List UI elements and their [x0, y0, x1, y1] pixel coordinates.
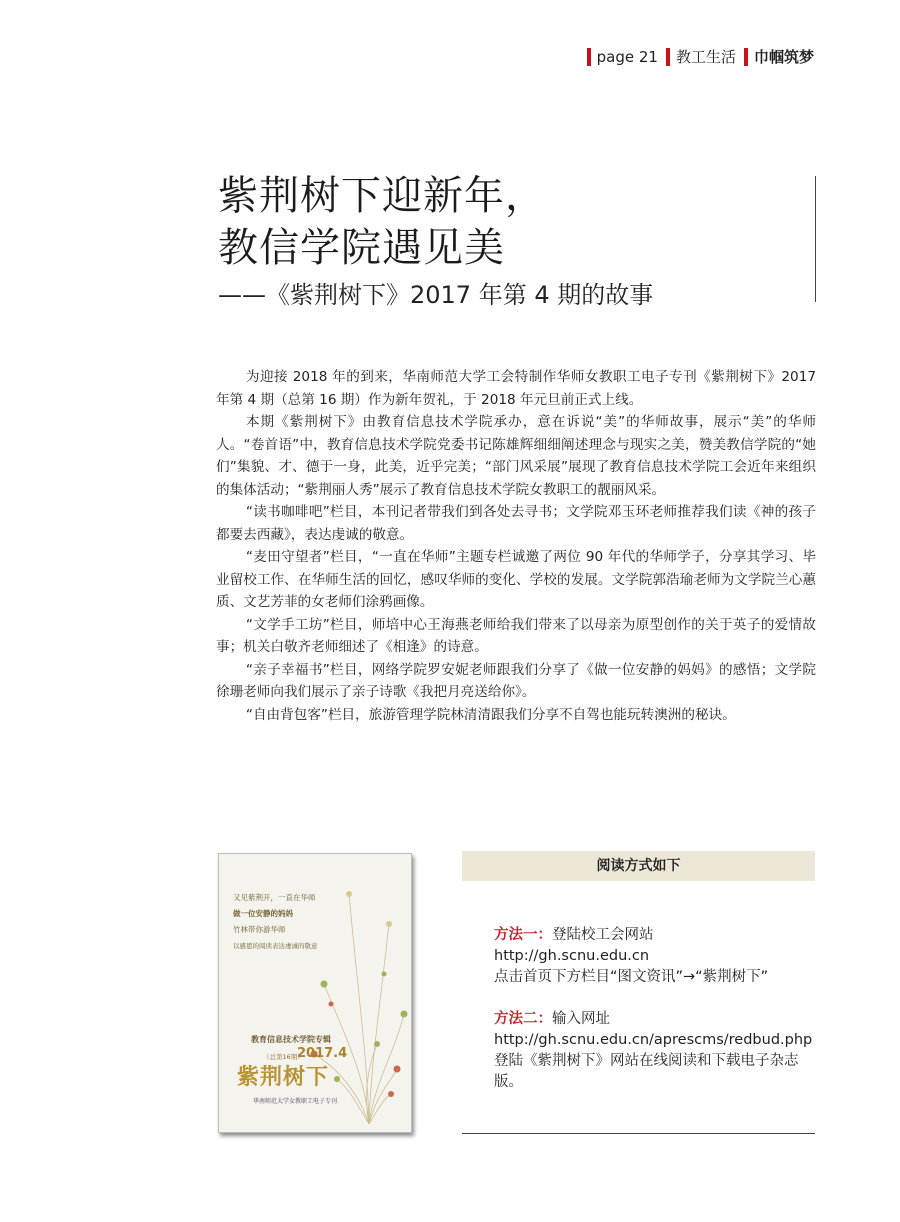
cover-line-4: 以感恩的阅读表达虔诚的敬意	[233, 942, 318, 950]
cover-line-2: 做一位安静的妈妈	[233, 909, 293, 918]
method-1-desc: 点击首页下方栏目“图文资讯”→“紫荆树下”	[494, 969, 769, 985]
page-header	[587, 46, 814, 67]
cover-publisher: 华南师范大学女教职工电子专刊	[253, 1098, 338, 1105]
cover-issue: （总第16期）	[263, 1053, 304, 1061]
title-line-1: 紫荆树下迎新年，	[218, 173, 546, 219]
cover-college: 教育信息技术学院专辑	[251, 1035, 331, 1044]
cover-date: 2017.4	[297, 1046, 348, 1061]
cover-line-1: 又见紫荆开，一直在华师	[233, 893, 316, 902]
article-title	[218, 170, 808, 312]
header-bar	[587, 48, 591, 66]
title-line-2: 教信学院遇见美	[218, 225, 505, 271]
paragraph: “麦田守望者”栏目，“一直在华师”主题专栏诚邀了两位 90 年代的华师学子，分享其学习、毕业留校工作、在华师生活的回忆，感叹华师的变化、学校的发展。文学院郭浩瑜老师为文学院兰心蕙质、文艺芳菲的女老师们涂鸦画像。	[216, 549, 816, 610]
cover-line-3: 竹林带你游华师	[233, 925, 286, 934]
article-body	[216, 366, 816, 726]
method-2	[494, 1009, 813, 1051]
paragraph: “自由背包客”栏目，旅游管理学院林清清跟我们分享不自驾也能玩转澳洲的秘诀。	[245, 706, 736, 723]
method-2-desc: 登陆《紫荆树下》网站在线阅读和下载电子杂志版。	[494, 1053, 799, 1090]
paragraph: “读书咖啡吧”栏目，本刊记者带我们到各处去寻书；文学院邓玉环老师推荐我们读《神的孩子都要去西藏》，表达虔诚的敬意。	[216, 504, 816, 543]
reading-methods	[494, 925, 813, 1093]
cover-magazine-name: 紫荆树下	[237, 1065, 330, 1090]
paragraph: 本期《紫荆树下》由教育信息技术学院承办，意在诉说“美”的华师故事，展示“美”的华师人。“卷首语”中，教育信息技术学院党委书记陈雄辉细细阐述理念与现实之美，赞美教信学院的“她们”集貌、才、德于一身，此美，近乎完美；“部门风采展”展现了教育信息技术学院工会近年来组织的集体活动；“紫荆丽人秀”展示了教育信息技术学院女教职工的靓丽风采。	[216, 414, 816, 498]
header-bar	[744, 48, 748, 66]
page-number: page 21	[596, 47, 658, 66]
reading-methods-heading: 阅读方式如下	[462, 851, 815, 881]
article-subtitle: ——《紫荆树下》2017 年第 4 期的故事	[218, 281, 654, 309]
section-label: 教工生活	[675, 48, 736, 66]
paragraph: 为迎接 2018 年的到来，华南师范大学工会特制作华师女教职工电子专刊《紫荆树下》2017 年第 4 期（总第 16 期）作为新年贺礼，于 2018 年元旦前正式上线。	[216, 369, 816, 408]
method-1-label: 方法一：	[494, 927, 552, 943]
paragraph: “亲子幸福书”栏目，网络学院罗安妮老师跟我们分享了《做一位安静的妈妈》的感悟；文学院徐珊老师向我们展示了亲子诗歌《我把月亮送给你》。	[216, 661, 816, 700]
method-1	[494, 925, 799, 967]
bottom-divider	[462, 1133, 815, 1134]
column-label: 巾帼筑梦	[753, 48, 814, 66]
magazine-cover	[218, 853, 412, 1133]
paragraph: “文学手工坊”栏目，师培中心王海燕老师给我们带来了以母亲为原型创作的关于英子的爱情故事；机关白敬齐老师细述了《相逢》的诗意。	[216, 616, 816, 655]
method-1-text[interactable]: 登陆校工会网站 http://gh.scnu.edu.cn	[494, 927, 654, 964]
method-2-label: 方法二：	[494, 1011, 552, 1027]
method-2-text[interactable]: 输入网址 http://gh.scnu.edu.cn/aprescms/redbud.php	[494, 1011, 813, 1048]
title-divider	[815, 176, 816, 302]
header-bar	[666, 48, 670, 66]
